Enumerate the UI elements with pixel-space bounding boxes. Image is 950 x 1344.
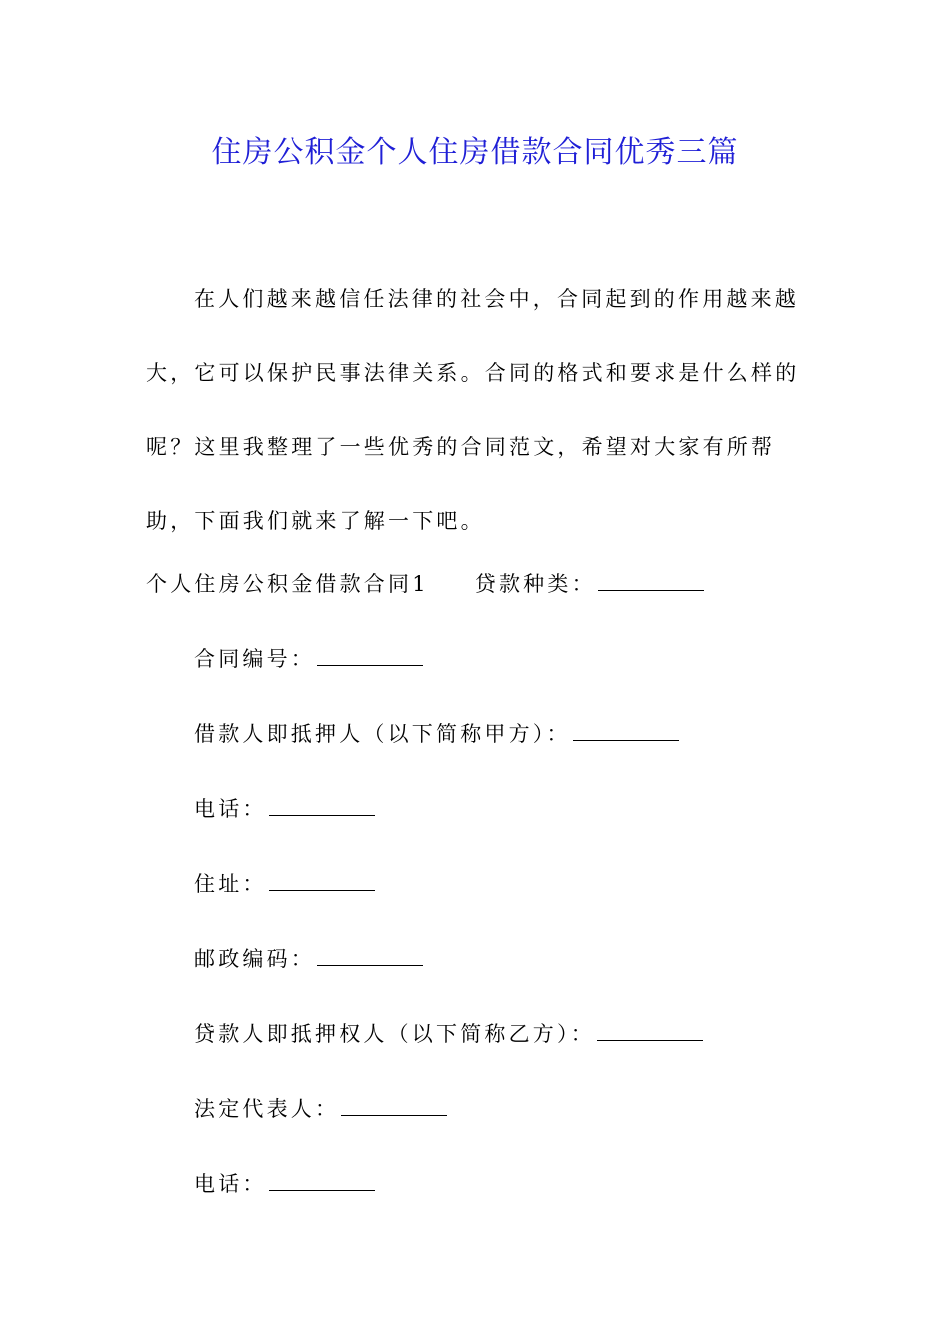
document-title: 住房公积金个人住房借款合同优秀三篇 (211, 135, 739, 170)
loan-type-label: 贷款种类： (474, 572, 596, 596)
field-blank (317, 647, 423, 666)
field-label: 法定代表人： (194, 1097, 340, 1121)
contract-heading-line (146, 564, 704, 604)
field-address (194, 864, 375, 904)
field-label: 邮政编码： (194, 947, 315, 971)
contract-heading: 个人住房公积金借款合同1 (146, 572, 429, 596)
field-blank (269, 1172, 375, 1191)
field-lender-phone (194, 1164, 375, 1204)
field-blank (573, 722, 679, 741)
field-label: 住址： (194, 872, 267, 896)
loan-type-blank (598, 572, 704, 591)
intro-paragraph: 在人们越来越信任法律的社会中，合同起到的作用越来越大，它可以保护民事法律关系。合同的格式和要求是什么样的呢？这里我整理了一些优秀的合同范文，希望对大家有所帮助，下面我们就来了解一下吧。 (146, 287, 800, 533)
field-legal-representative (194, 1089, 447, 1129)
field-label: 合同编号： (194, 647, 315, 671)
field-borrower (194, 714, 679, 754)
field-blank (317, 947, 423, 966)
field-borrower-phone (194, 789, 375, 829)
field-label: 电话： (194, 797, 267, 821)
field-contract-number (194, 639, 423, 679)
field-blank (341, 1097, 447, 1116)
field-blank (597, 1022, 703, 1041)
field-blank (269, 872, 375, 891)
field-postal-code (194, 939, 423, 979)
field-blank (269, 797, 375, 816)
field-lender (194, 1014, 703, 1054)
field-label: 贷款人即抵押权人（以下简称乙方）： (194, 1022, 595, 1046)
field-label: 借款人即抵押人（以下简称甲方）： (194, 722, 571, 746)
field-label: 电话： (194, 1172, 267, 1196)
